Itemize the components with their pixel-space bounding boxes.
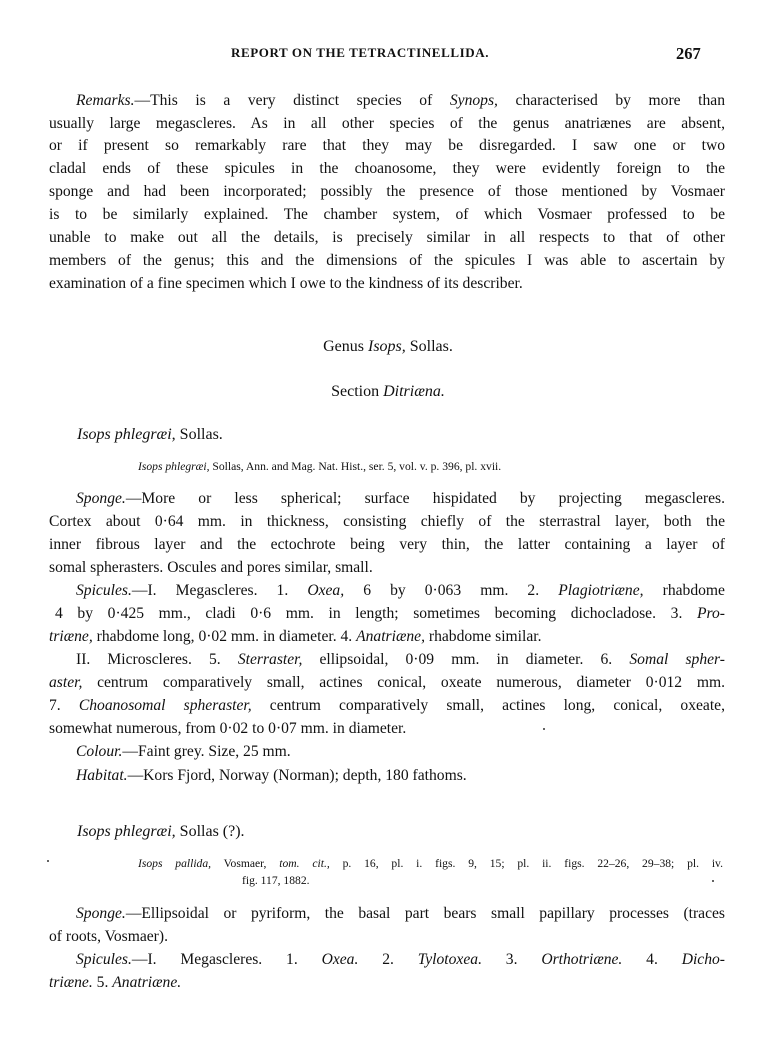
remarks-dash: — (134, 92, 151, 109)
genus-heading: Genus Isops, Sollas. (323, 338, 453, 355)
species-1-microscleres-line-4: somewhat numerous, from 0·02 to 0·07 mm. in diameter. (49, 720, 407, 737)
species-1-spicules-line-1: Spicules.—I. Megascleres. 1. Oxea, 6 by 0·063 mm. 2. Plagiotriæne, rhabdome (76, 582, 725, 599)
species-1-sponge-line-3: inner fibrous layer and the ectochrote being very thin, the latter containing a layer of (49, 536, 725, 553)
species-2-spicules-line-2: triæne. 5. Anatriæne. (49, 974, 182, 991)
remarks-line-8: members of the genus; this and the dimensions of the spicules I was able to ascertain by (49, 252, 725, 269)
remarks-line-5: sponge and had been incorporated; possibly the presence of those mentioned by Vosmaer (49, 183, 725, 200)
species-2-sponge-line-1: Sponge.—Ellipsoidal or pyriform, the basal part bears small papillary processes (traces (76, 905, 725, 922)
species-2-reference-line-2: fig. 117, 1882. (242, 874, 310, 887)
species-1-spicules-line-2: 4 by 0·425 mm., cladi 0·6 mm. in length; sometimes becoming dichocladose. 3. Pro- (55, 605, 725, 622)
species-1-microscleres-line-1: II. Microscleres. 5. Sterraster, ellipsoidal, 0·09 mm. in diameter. 6. Somal spher- (76, 651, 725, 668)
species-1-habitat: Habitat.—Kors Fjord, Norway (Norman); depth, 180 fathoms. (76, 767, 467, 784)
species-1-reference: Isops phlegræi, Sollas, Ann. and Mag. Nat. Hist., ser. 5, vol. v. p. 396, pl. xvii. (138, 460, 502, 473)
species-1-colour: Colour.—Faint grey. Size, 25 mm. (76, 743, 291, 760)
species-2-heading: Isops phlegræi, Sollas (?). (77, 823, 245, 840)
species-1-microscleres-line-2: aster, centrum comparatively small, actines conical, oxeate numerous, diameter 0·012 mm. (49, 674, 725, 691)
remarks-line-9: examination of a fine specimen which I owe to the kindness of its describer. (49, 275, 523, 292)
scan-speck (712, 880, 714, 882)
species-1-spicules-line-3: triæne, rhabdome long, 0·02 mm. in diameter. 4. Anatriæne, rhabdome similar. (49, 628, 542, 645)
remarks-label: Remarks. (76, 92, 135, 109)
section-heading: Section Ditriæna. (331, 383, 445, 400)
species-1-sponge-line-4: somal spherasters. Oscules and pores similar, small. (49, 559, 373, 576)
remarks-line-6: is to be similarly explained. The chamber system, of which Vosmaer professed to be (49, 206, 725, 223)
species-2-reference-line-1: Isops pallida, Vosmaer, tom. cit., p. 16, pl. i. figs. 9, 15; pl. ii. figs. 22–26, 29–38; pl. iv. (138, 857, 723, 870)
species-1-heading: Isops phlegræi, Sollas. (77, 426, 223, 443)
running-header-title: REPORT ON THE TETRACTINELLIDA. (231, 45, 490, 60)
scan-speck (47, 860, 49, 862)
remarks-line-2: usually large megascleres. As in all other species of the genus anatriænes are absent, (49, 115, 725, 132)
scan-speck (543, 728, 545, 730)
page-number: 267 (676, 44, 701, 63)
species-1-sponge-line-1: Sponge.—More or less spherical; surface hispidated by projecting megascleres. (76, 490, 725, 507)
species-2-sponge-line-2: of roots, Vosmaer). (49, 928, 168, 945)
genus-synops: Synops, (449, 92, 498, 109)
remarks-line-4: cladal ends of these spicules in the choanosome, they were evidently foreign to the (49, 160, 725, 177)
remarks-text: characterised by more than (515, 92, 726, 109)
remarks-text: This is a very distinct species of (150, 92, 433, 109)
remarks-line-7: unable to make out all the details, is precisely similar in all respects to that of other (49, 229, 725, 246)
remarks-line-3: or if present so remarkably rare that they may be disregarded. I saw one or two (49, 137, 725, 154)
species-2-spicules-line-1: Spicules.—I. Megascleres. 1. Oxea. 2. Tylotoxea. 3. Orthotriæne. 4. Dicho- (76, 951, 726, 968)
species-1-microscleres-line-3: 7. Choanosomal spheraster, centrum comparatively small, actines long, conical, oxeate, (49, 697, 725, 714)
species-1-sponge-line-2: Cortex about 0·64 mm. in thickness, consisting chiefly of the sterrastral layer, both the (49, 513, 725, 530)
remarks-line-1 (76, 91, 725, 111)
